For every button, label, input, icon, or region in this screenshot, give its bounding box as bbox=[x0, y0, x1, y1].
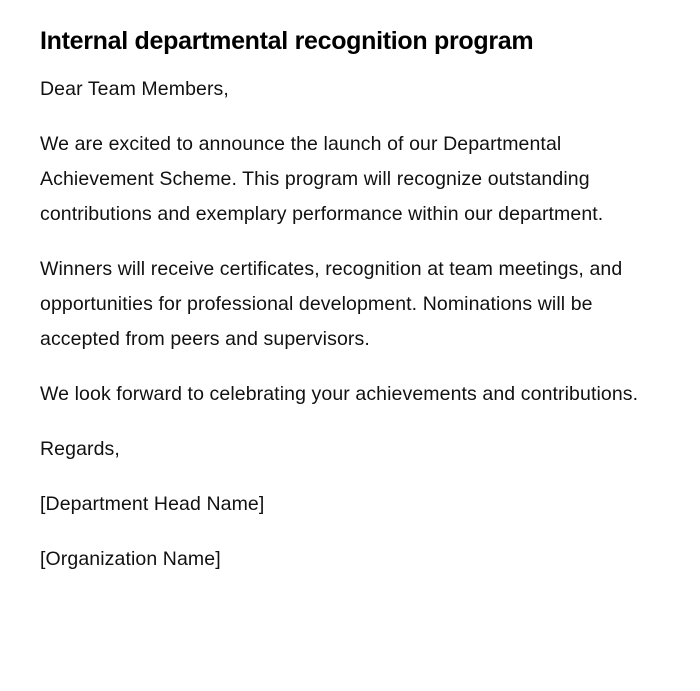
salutation: Dear Team Members, bbox=[40, 78, 229, 100]
organization-name: [Organization Name] bbox=[40, 548, 221, 570]
body-paragraph-closing-remark: We look forward to celebrating your achievements and contributions. bbox=[40, 383, 639, 405]
document-title: Internal departmental recognition program bbox=[40, 27, 534, 55]
signer-name: [Department Head Name] bbox=[40, 493, 265, 515]
body-paragraph-rewards: Winners will receive certificates, recognition at team meetings, and opportunities for professional development. Nominations will be accepted from peers and supervisors. bbox=[40, 258, 623, 350]
body-paragraph-announcement: We are excited to announce the launch of our Departmental Achievement Scheme. This program will recognize outstanding contributions and exemplary performance within our department. bbox=[40, 133, 604, 225]
letter-document bbox=[40, 24, 650, 597]
closing: Regards, bbox=[40, 438, 120, 460]
